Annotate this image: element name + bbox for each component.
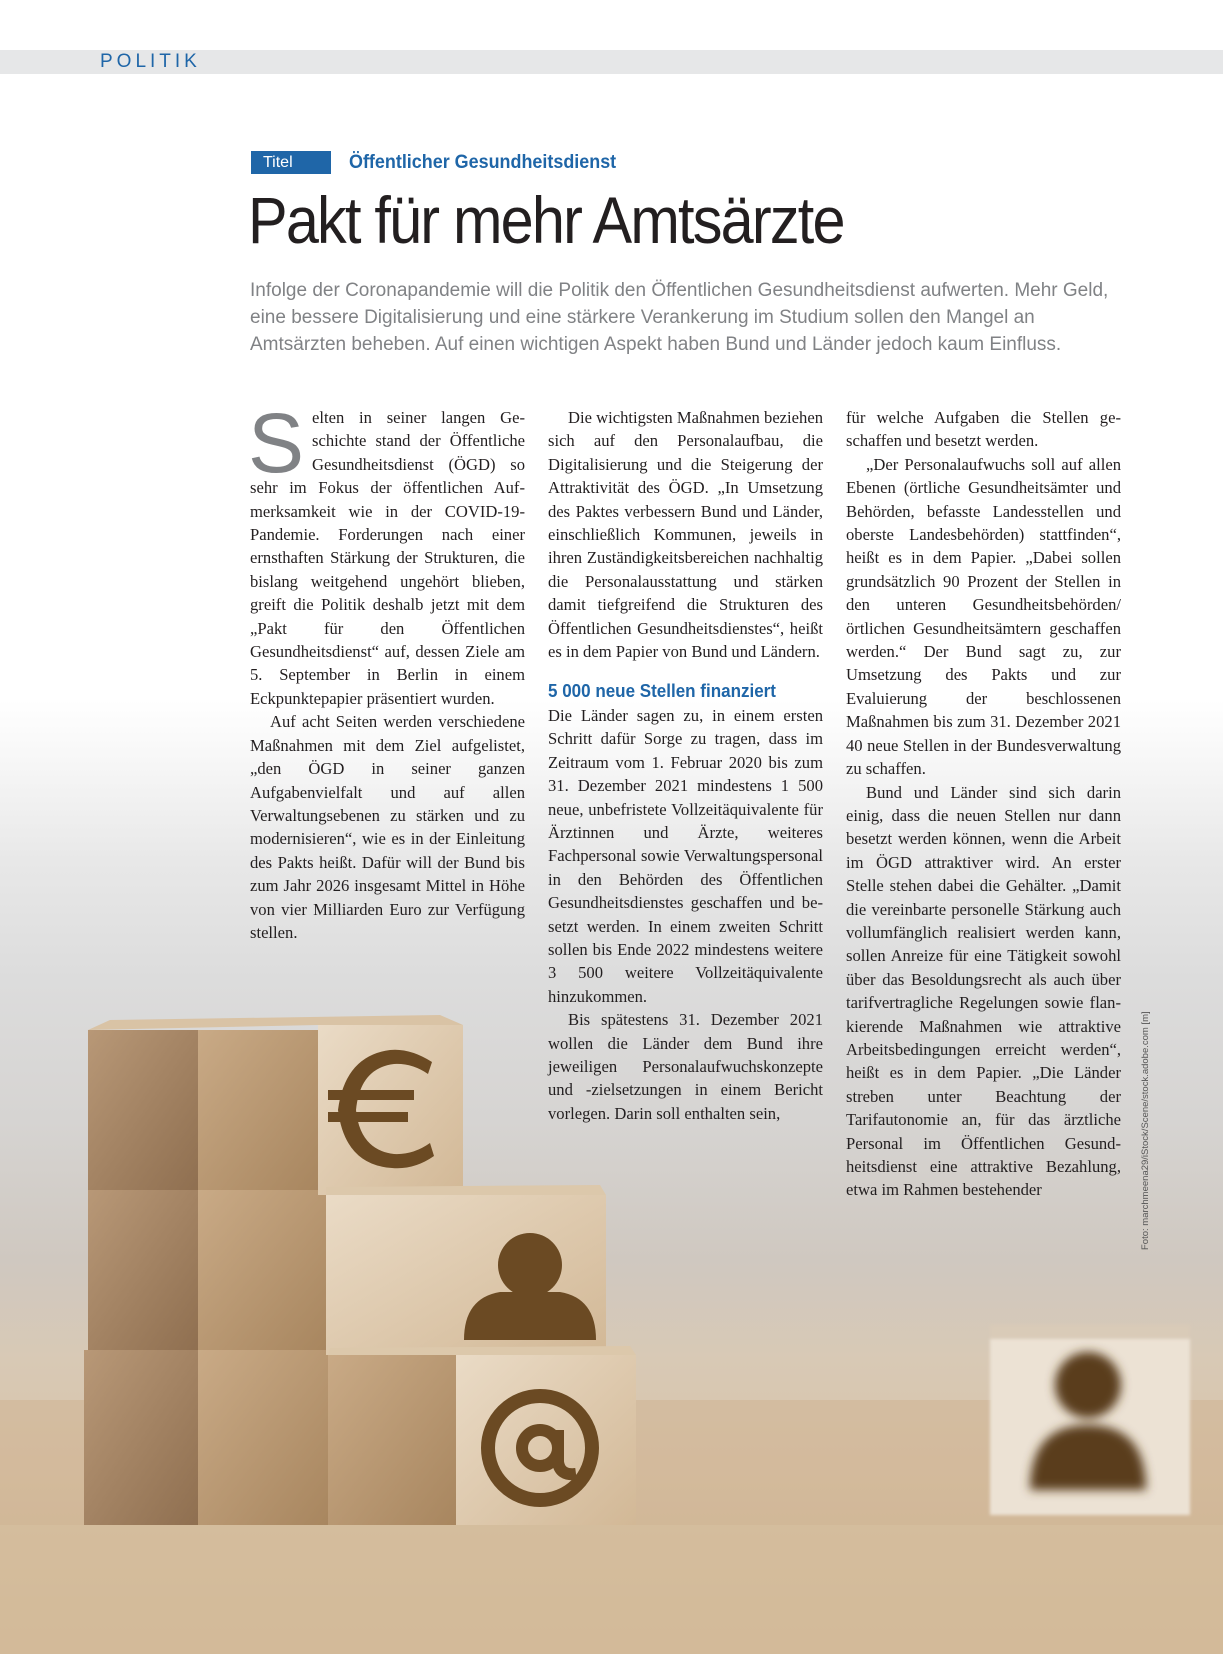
headline: Pakt für mehr Amtsärzte (248, 183, 844, 257)
paragraph: Bis spätestens 31. Dezember 2021 wollen die Länder dem Bund ihre jeweiligen Personalaufwuchskonzepte und -zielsetzungen in einem Bericht vorlegen. Darin soll enthalten sein, (548, 1010, 823, 1123)
paragraph: für welche Aufgaben die Stellen geschaffen und besetzt werden. (846, 408, 1121, 451)
paragraph-text: elten in seiner langen Geschichte stand der Öffentliche Gesundheitsdienst (ÖGD) so sehr im Fokus der öffentlichen Aufmerksamkeit wie in der COVID-19-Pandemie. Forderungen nach einer ernsthaften Stärkung der Strukturen, die bislang weitgehend ungehört blieben, greift die Politik deshalb jetzt mit dem „Pakt für den Öffentlichen Gesundheitsdienst“ auf, dessen Ziele am 5. September in Berlin in einem Eckpunktepapier präsentiert wurden. (250, 408, 525, 708)
paragraph: Auf acht Seiten werden verschiedene Maßnahmen mit dem Ziel aufgelistet, „den ÖGD in seiner ganzen Aufgabenvielfalt und auf allen Verwaltungsebenen zu stärken und zu modernisieren“, wie es in der Einleitung des Pakts heißt. Dafür will der Bund bis zum Jahr 2026 insgesamt Mittel in Höhe von vier Milliarden Euro zur Verfügung stellen. (250, 712, 525, 942)
paragraph: „Der Personalaufwuchs soll auf allen Ebenen (örtliche Gesundheitsämter und Behörden, befasste Landesstellen und oberste Landesbehörden) stattfinden“, heißt es in dem Papier. „Dabei sollen grundsätzlich 90 Prozent der Stellen in den unteren Gesundheitsbehörden/ örtlichen Gesundheitsämtern geschaffen werden.“ Der Bund sagt zu, zur Umsetzung des Pakts und zur Evaluierung der beschlossenen Maßnahmen bis zum 31. Dezember 2021 40 neue Stellen in der Bundesverwaltung zu schaffen. (846, 454, 1121, 779)
article-column-3 (846, 406, 1121, 1202)
paragraph: Die Länder sagen zu, in einem ersten Schritt dafür Sorge zu tragen, dass im Zeitraum vom 1. Februar 2020 bis zum 31. Dezember 2021 mindestens 1 500 neue, unbefristete Vollzeitäquivalente für Ärztinnen und Ärzte, weiteres Fachpersonal sowie Verwaltungspersonal in den Behörden des Öffentlichen Gesundheitsdienstes geschaffen und besetzt werden. In einem zweiten Schritt sollen bis Ende 2022 mindestens weitere 3 500 weitere Vollzeitäquivalente hinzukommen. (548, 705, 823, 1006)
section-label: POLITIK (100, 51, 201, 72)
article-column-1 (248, 396, 525, 944)
photo-credit: Foto: marchmeena29/iStock/Scene/stock.adobe.com [m] (1140, 1011, 1151, 1250)
title-tag: Titel (251, 151, 331, 174)
dropcap: S (248, 396, 305, 490)
paragraph (248, 396, 525, 710)
paragraph: Die wichtigsten Maßnahmen beziehen sich auf den Personalaufbau, die Digitalisierung und die Steigerung der Attraktivität des ÖGD. „In Umsetzung des Paktes verbessern Bund und Länder, einschließlich Kommunen, jeweils in ihren Zuständigkeitsbereichen nachhaltig die Personalausstattung und stärken damit tiefgreifend die Strukturen des Öffentlichen Gesundheitsdienstes“, heißt es in dem Papier von Bund und Ländern. (548, 408, 823, 662)
lead-paragraph: Infolge der Coronapandemie will die Politik den Öffentlichen Gesundheitsdienst aufwerten. Mehr Geld, eine bessere Digitalisierung und eine stärkere Verankerung im Studium sollen den Mangel an Amtsärzten beheben. Auf einen wichtigen Aspekt haben Bund und Länder jedoch kaum Einfluss. (250, 280, 1109, 355)
subheading: 5 000 neue Stellen finanziert (548, 680, 776, 702)
paragraph: Bund und Länder sind sich darin einig, dass die neuen Stellen nur dann besetzt werden können, wenn die Arbeit im ÖGD attraktiver wird. An erster Stelle stehen dabei die Gehälter. „Damit die vereinbarte personelle Stärkung auch vollumfänglich realisiert werden kann, sollen Anreize für eine Tätigkeit sowohl über das Besoldungsrecht als auch über tarifvertragliche Regelungen sowie flankierende Maßnahmen wie attraktive Arbeitsbedingungen erreicht werden“, heißt es in dem Papier. „Die Länder streben unter Beachtung der Tarifautonomie an, für das ärztliche Personal im Öffentlichen Gesundheitsdienst eine attraktive Bezahlung, etwa im Rahmen bestehender (846, 782, 1121, 1200)
kicker: Öffentlicher Gesundheitsdienst (349, 151, 617, 173)
article-column-2 (548, 406, 823, 1125)
